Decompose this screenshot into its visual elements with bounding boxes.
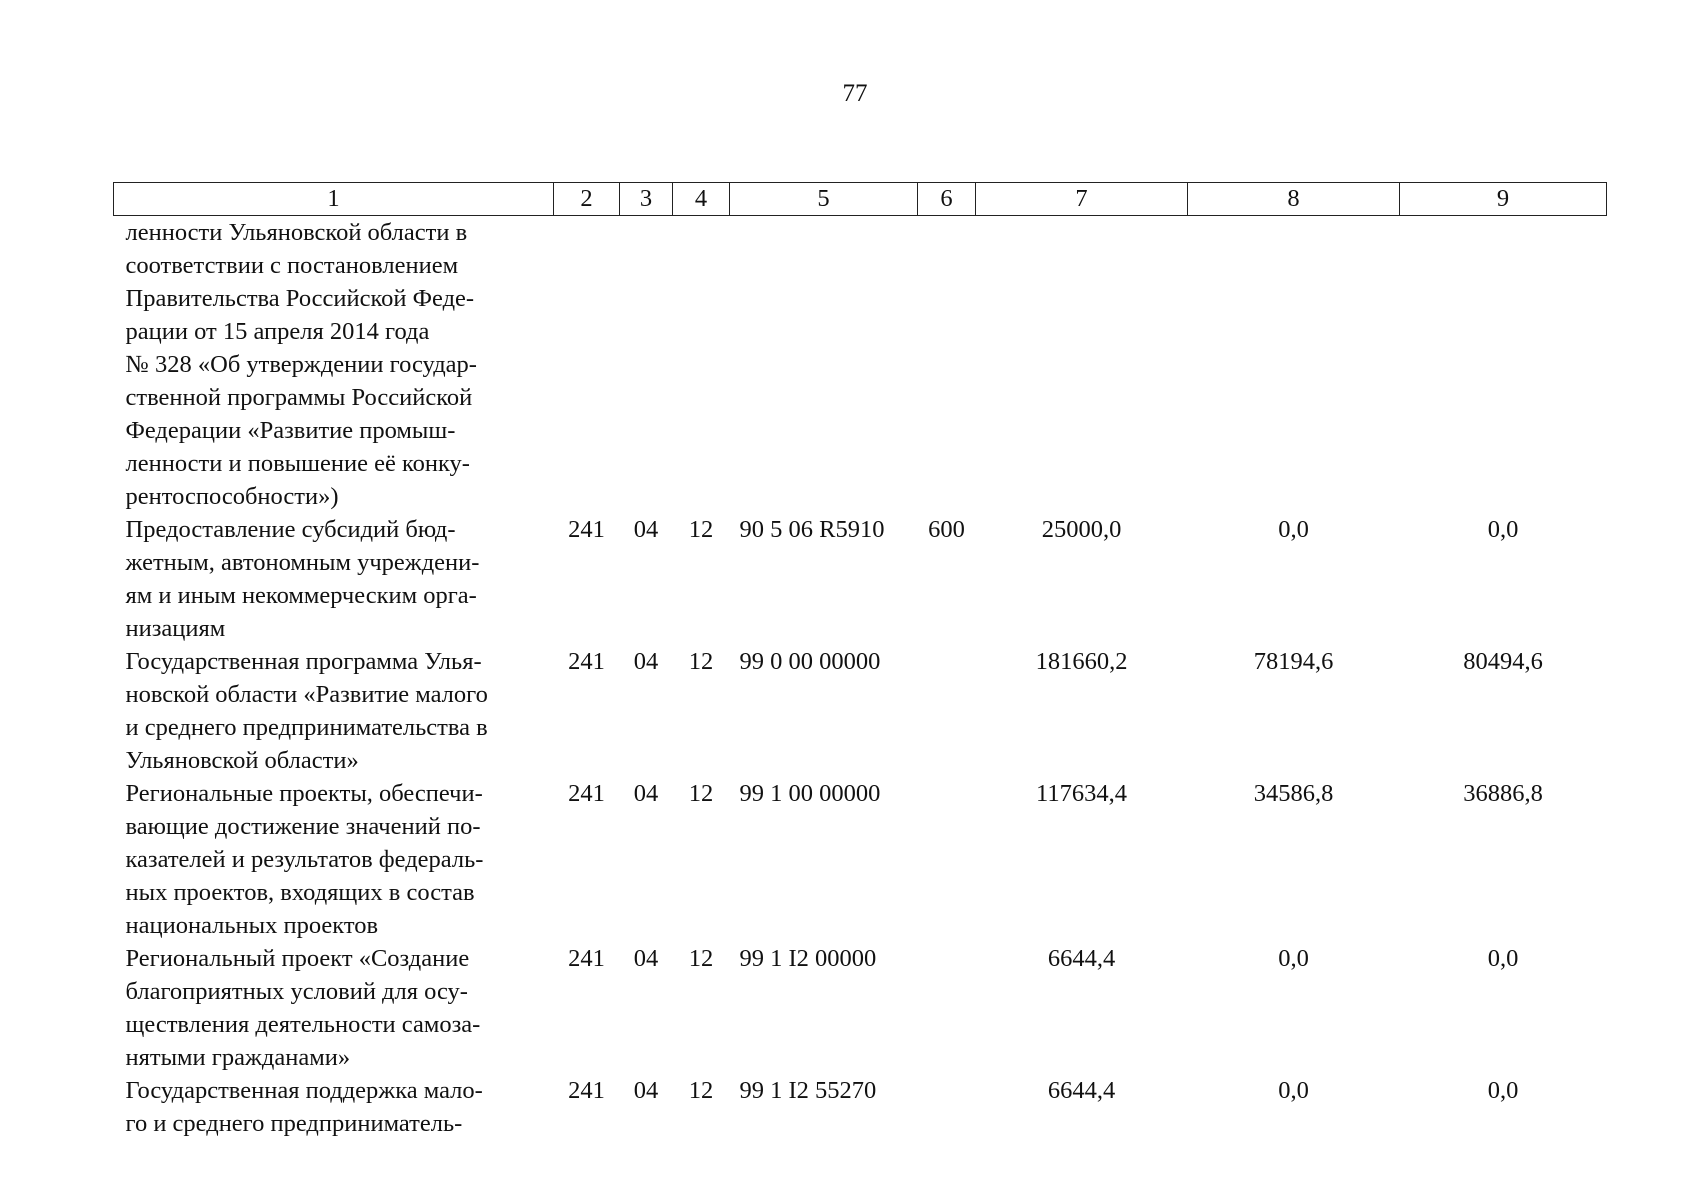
column-header-3: 3 — [620, 183, 673, 216]
column-header-9: 9 — [1400, 183, 1607, 216]
name-line: ственной программы Российской — [125, 384, 473, 411]
column-header-7: 7 — [976, 183, 1188, 216]
section-cell — [620, 216, 673, 514]
amount-col8-cell: 34586,8 — [1253, 780, 1334, 807]
amount-col8-cell: 0,0 — [1278, 516, 1309, 543]
name-line: Предоставление субсидий бюд- — [125, 516, 456, 543]
ministry-code-cell: 241 — [568, 648, 605, 675]
amount-col7-cell: 6644,4 — [1047, 945, 1116, 972]
budget-table — [113, 182, 1607, 1140]
expense-type-cell — [918, 942, 976, 1074]
name-line: Региональный проект «Создание — [125, 945, 470, 972]
name-line: Ульяновской области» — [125, 747, 359, 774]
page-number: 77 — [842, 80, 868, 107]
name-line: ям и иным некоммерческим орга- — [125, 582, 477, 609]
column-header-6: 6 — [918, 183, 976, 216]
amount-col7-cell — [976, 216, 1188, 514]
subsection-cell — [673, 216, 730, 514]
column-header-1: 1 — [114, 183, 554, 216]
name-line: ленности и повышение её конку- — [125, 450, 470, 477]
row-name-cell — [114, 513, 554, 645]
ministry-code-cell: 241 — [568, 516, 605, 543]
amount-col7-cell: 6644,4 — [1047, 1077, 1116, 1104]
expense-type-cell — [918, 1074, 976, 1140]
name-line: рентоспособности») — [125, 483, 339, 510]
target-article-cell: 99 0 00 00000 — [739, 648, 881, 675]
header-row — [114, 183, 1607, 216]
subsection-cell: 12 — [688, 648, 714, 675]
ministry-code-cell — [554, 216, 620, 514]
subsection-cell: 12 — [688, 780, 714, 807]
name-line: Правительства Российской Феде- — [125, 285, 475, 312]
name-line: новской области «Развитие малого — [125, 681, 488, 708]
name-line: национальных проектов — [125, 912, 379, 939]
name-line: Федерации «Развитие промыш- — [125, 417, 456, 444]
name-line: низациям — [125, 615, 226, 642]
expense-type-cell — [918, 645, 976, 777]
subsection-cell: 12 — [688, 516, 714, 543]
amount-col8-cell: 78194,6 — [1253, 648, 1334, 675]
column-header-2: 2 — [554, 183, 620, 216]
target-article-cell: 90 5 06 R5910 — [739, 516, 885, 543]
name-line: ленности Ульяновской области в — [125, 219, 468, 246]
subsection-cell: 12 — [688, 1077, 714, 1104]
table-row — [114, 777, 1607, 942]
amount-col9-cell: 0,0 — [1487, 945, 1519, 972]
table-row — [114, 513, 1607, 645]
amount-col9-cell — [1400, 216, 1607, 514]
expense-type-cell: 600 — [928, 516, 965, 543]
section-cell: 04 — [633, 780, 659, 807]
table-row — [114, 1074, 1607, 1140]
column-header-8: 8 — [1188, 183, 1400, 216]
name-line: казателей и результатов федераль- — [125, 846, 484, 873]
amount-col7-cell: 181660,2 — [1035, 648, 1128, 675]
target-article-cell: 99 1 I2 55270 — [739, 1077, 877, 1104]
name-line: и среднего предпринимательства в — [125, 714, 488, 741]
amount-col8-cell: 0,0 — [1278, 1077, 1309, 1104]
amount-col9-cell: 0,0 — [1487, 1077, 1519, 1104]
amount-col8-cell: 0,0 — [1278, 945, 1309, 972]
table-row — [114, 942, 1607, 1074]
expense-type-cell — [918, 777, 976, 942]
target-article-cell: 99 1 I2 00000 — [739, 945, 877, 972]
row-name-cell — [114, 942, 554, 1074]
row-name-cell — [114, 216, 554, 514]
target-article-cell — [730, 216, 918, 514]
ministry-code-cell: 241 — [568, 1077, 605, 1104]
column-header-4: 4 — [673, 183, 730, 216]
name-line: № 328 «Об утверждении государ- — [125, 351, 477, 378]
name-line: Государственная программа Улья- — [125, 648, 482, 675]
name-line: Государственная поддержка мало- — [125, 1077, 483, 1104]
ministry-code-cell: 241 — [568, 945, 605, 972]
amount-col7-cell: 117634,4 — [1036, 780, 1127, 807]
amount-col9-cell: 80494,6 — [1463, 648, 1543, 675]
name-line: рации от 15 апреля 2014 года — [125, 318, 430, 345]
name-line: го и среднего предприниматель- — [125, 1110, 463, 1137]
name-line: нятыми гражданами» — [125, 1044, 351, 1071]
amount-col7-cell: 25000,0 — [1041, 516, 1122, 543]
table-row — [114, 645, 1607, 777]
column-header-5: 5 — [730, 183, 918, 216]
section-cell: 04 — [633, 648, 659, 675]
name-line: ществления деятельности самоза- — [125, 1011, 481, 1038]
name-line: соответствии с постановлением — [125, 252, 459, 279]
section-cell: 04 — [633, 945, 659, 972]
amount-col8-cell — [1188, 216, 1400, 514]
table-row — [114, 216, 1607, 514]
ministry-code-cell: 241 — [568, 780, 605, 807]
amount-col9-cell: 0,0 — [1487, 516, 1519, 543]
subsection-cell: 12 — [688, 945, 714, 972]
target-article-cell: 99 1 00 00000 — [739, 780, 881, 807]
amount-col9-cell: 36886,8 — [1463, 780, 1543, 807]
name-line: жетным, автономным учреждени- — [125, 549, 480, 576]
section-cell: 04 — [633, 516, 659, 543]
row-name-cell — [114, 645, 554, 777]
name-line: ных проектов, входящих в состав — [125, 879, 475, 906]
row-name-cell — [114, 777, 554, 942]
section-cell: 04 — [633, 1077, 659, 1104]
expense-type-cell — [918, 216, 976, 514]
name-line: вающие достижение значений по- — [125, 813, 481, 840]
name-line: благоприятных условий для осу- — [125, 978, 468, 1005]
name-line: Региональные проекты, обеспечи- — [125, 780, 483, 807]
row-name-cell — [114, 1074, 554, 1140]
